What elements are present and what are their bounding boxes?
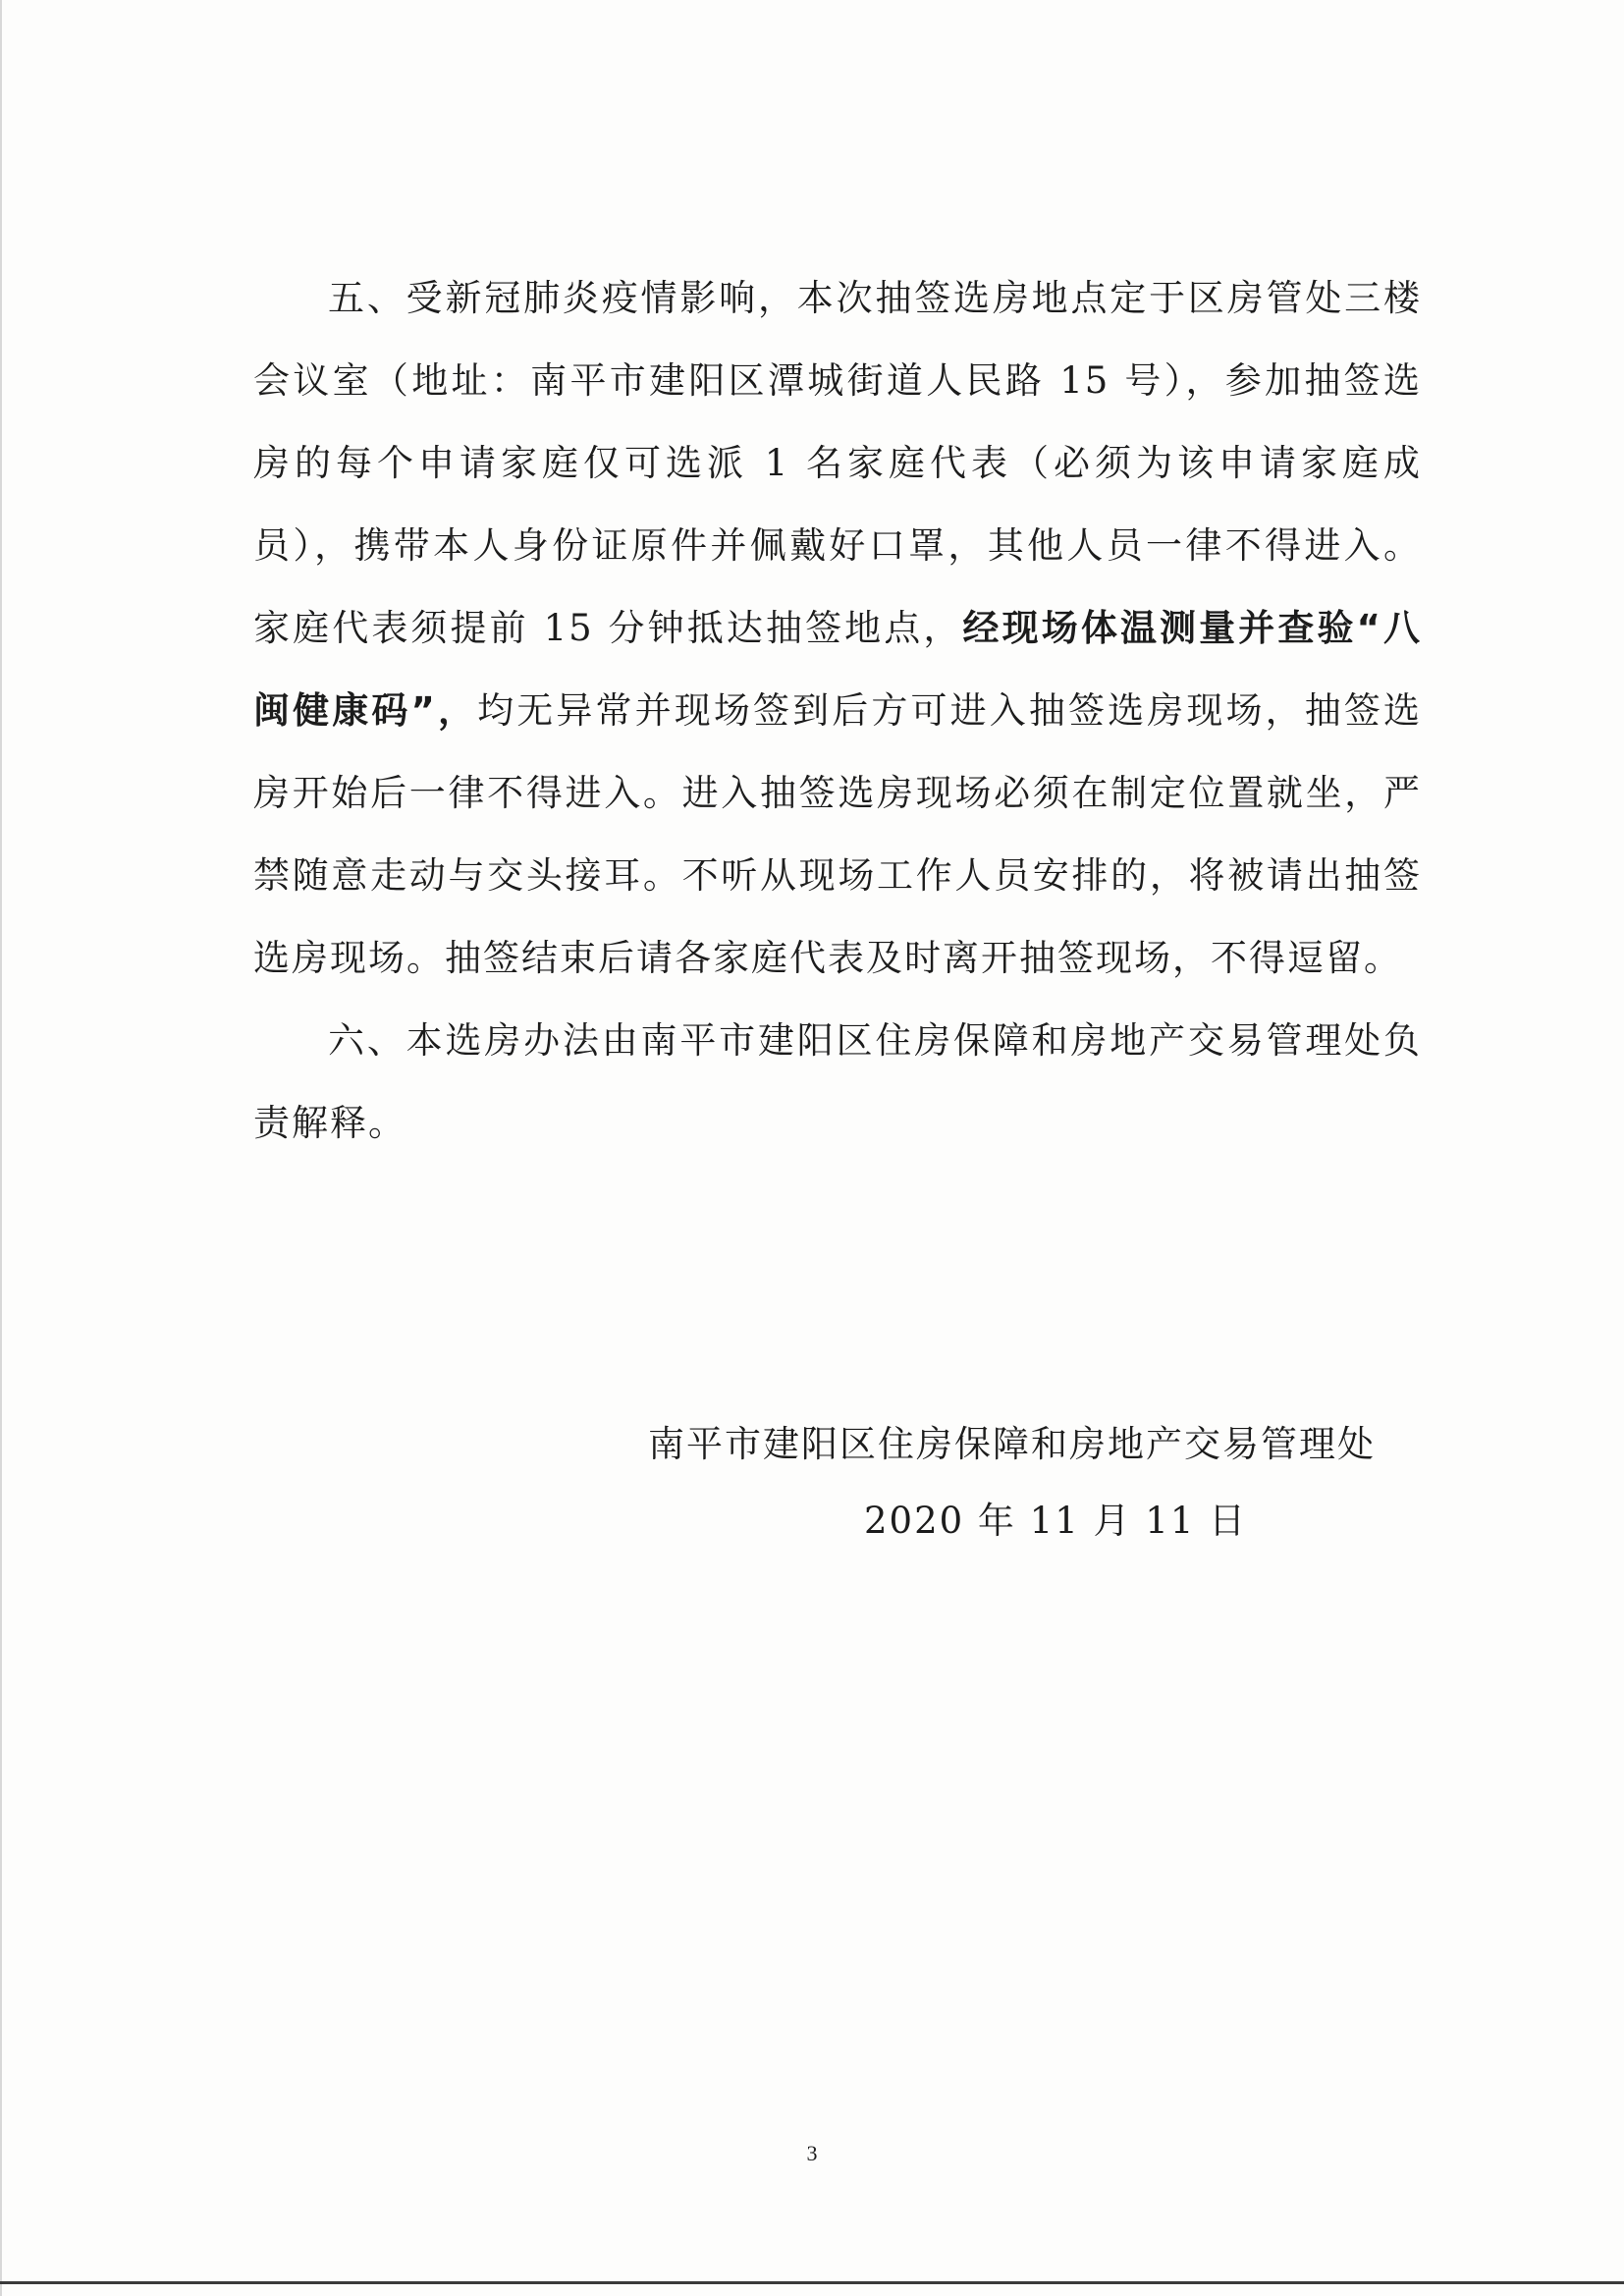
paragraph-five-text-1: 五、受新冠肺炎疫情影响，本次抽签选房地点定于区房管处三楼会议室（地址：南平市建阳区潭城街道人民路 15 号），参加抽签选房的每个申请家庭仅可选派 1 名家庭代表（必须为该申请家庭成员），携带本人身份证原件并佩戴好口罩，其他人员一律不得进入。家庭代表须提前 15 分钟抵达抽签地点， bbox=[253, 277, 1422, 649]
signature-date: 2020 年 11 月 11 日 bbox=[864, 1500, 1248, 1542]
scan-edge bbox=[0, 0, 2, 2296]
document-body bbox=[253, 257, 1422, 1165]
paragraph-five bbox=[253, 257, 1422, 1000]
paragraph-five-text-2: 均无异常并现场签到后方可进入抽签选房现场，抽签选房开始后一律不得进入。进入抽签选房现场必须在制定位置就坐，严禁随意走动与交头接耳。不听从现场工作人员安排的，将被请出抽签选房现场。抽签结束后请各家庭代表及时离开抽签现场，不得逗留。 bbox=[253, 689, 1422, 979]
paragraph-six: 六、本选房办法由南平市建阳区住房保障和房地产交易管理处负责解释。 bbox=[253, 1019, 1422, 1144]
page-number: 3 bbox=[806, 2141, 818, 2165]
signature-organization: 南平市建阳区住房保障和房地产交易管理处 bbox=[648, 1423, 1376, 1465]
paragraph-five-bold-text: 经现场体温测量并查验“八闽健康码”， bbox=[253, 607, 1422, 732]
scan-bottom-edge bbox=[0, 2281, 1624, 2284]
